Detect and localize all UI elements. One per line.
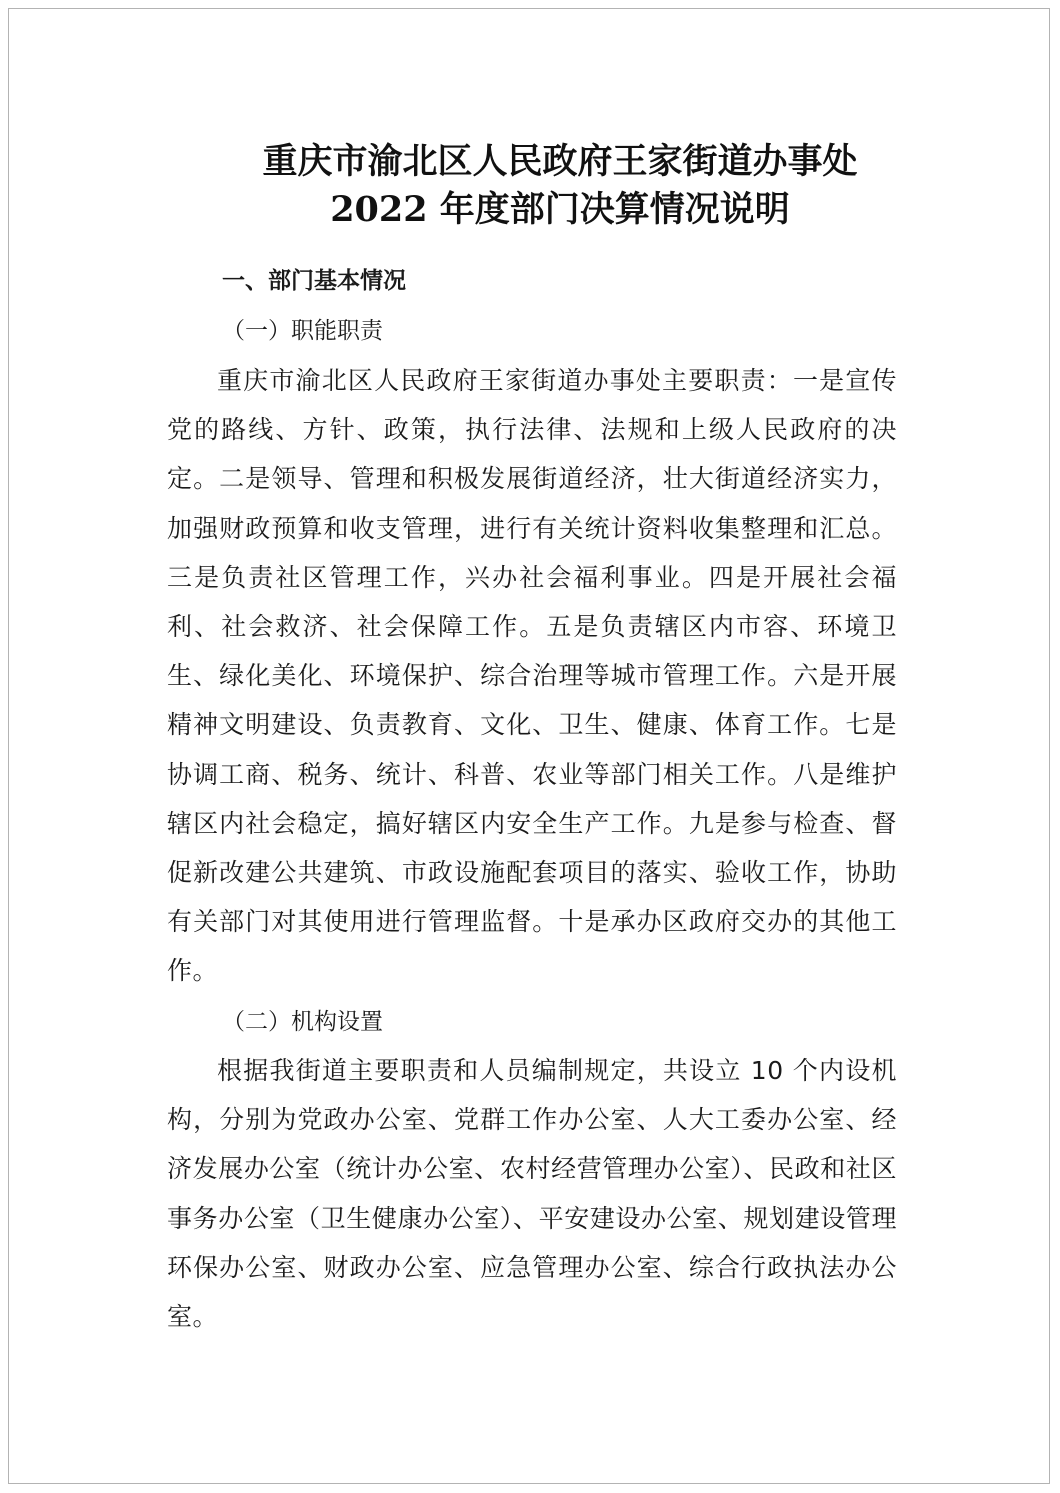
document-title-line2: 2022 年度部门决算情况说明 — [330, 189, 790, 230]
subsection-heading-functions: （一）职能职责 — [222, 318, 383, 344]
organization-paragraph: 根据我街道主要职责和人员编制规定，共设立 10 个内设机构，分别为党政办公室、党群工作办公室、人大工委办公室、经济发展办公室（统计办公室、农村经营管理办公室）、民政和社区事务办公室（卫生健康办公室）、平安建设办公室、规划建设管理环保办公室、财政办公室、应急管理办公室、综合行政执法办公室。 — [167, 1056, 897, 1332]
document-title-line1: 重庆市渝北区人民政府王家街道办事处 — [262, 141, 858, 182]
section-heading-basic-info: 一、部门基本情况 — [222, 268, 406, 294]
subsection-heading-organization: （二）机构设置 — [222, 1009, 383, 1035]
functions-paragraph: 重庆市渝北区人民政府王家街道办事处主要职责：一是宣传党的路线、方针、政策，执行法律、法规和上级人民政府的决定。二是领导、管理和积极发展街道经济，壮大街道经济实力，加强财政预算和收支管理，进行有关统计资料收集整理和汇总。三是负责社区管理工作，兴办社会福利事业。四是开展社会福利、社会救济、社会保障工作。五是负责辖区内市容、环境卫生、绿化美化、环境保护、综合治理等城市管理工作。六是开展精神文明建设、负责教育、文化、卫生、健康、体育工作。七是协调工商、税务、统计、科普、农业等部门相关工作。八是维护辖区内社会稳定，搞好辖区内安全生产工作。九是参与检查、督促新改建公共建筑、市政设施配套项目的落实、验收工作，协助有关部门对其使用进行管理监督。十是承办区政府交办的其他工作。 — [167, 366, 897, 986]
